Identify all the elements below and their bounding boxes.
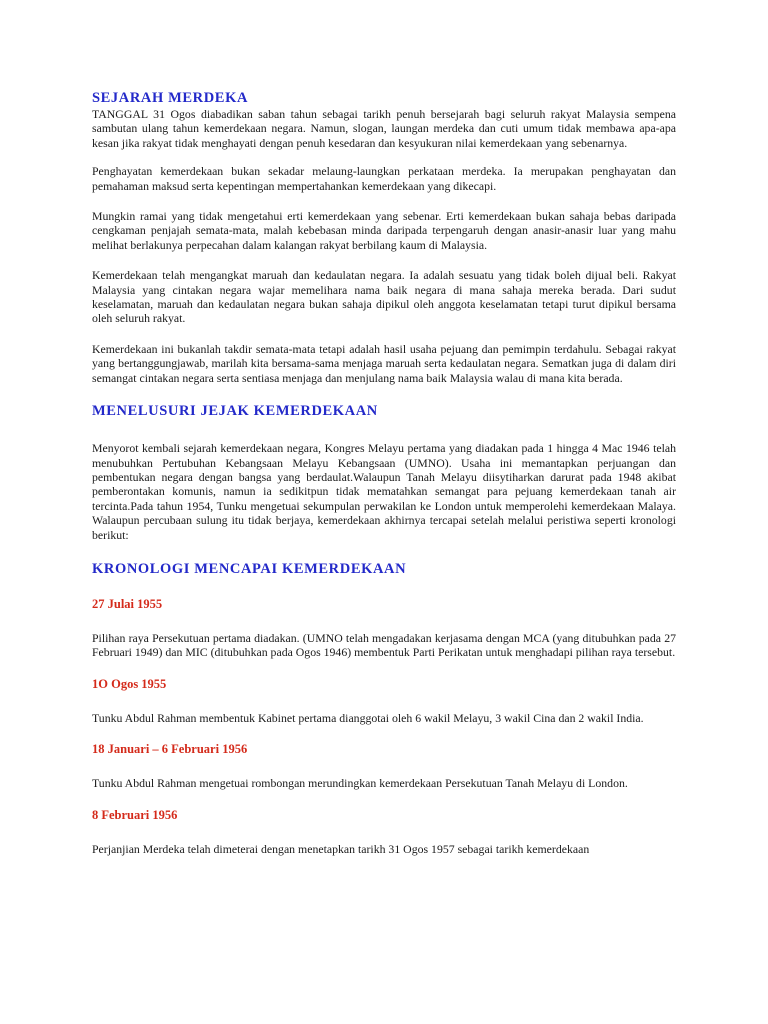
paragraph: Mungkin ramai yang tidak mengetahui erti kemerdekaan yang sebenar. Erti kemerdekaan bukan sahaja bebas daripada cengkaman penjajah semata-mata, malah kebebasan minda daripada terpengaruh dengan anasir-anasir luar yang mahu melihat berlakunya perpecahan dalam kalangan rakyat berbilang kaum di Malaysia. — [92, 209, 676, 252]
chronology-text: Pilihan raya Persekutuan pertama diadakan. (UMNO telah mengadakan kerjasama dengan MCA (yang ditubuhkan pada 27 Februari 1949) dan MIC (ditubuhkan pada Ogos 1946) membentuk Parti Perikatan untuk menghadapi pilihan raya tersebut. — [92, 630, 676, 660]
chronology-text: Tunku Abdul Rahman mengetuai rombongan merundingkan kemerdekaan Persekutuan Tanah Melayu di London. — [92, 776, 628, 791]
chronology-date: 27 Julai 1955 — [92, 596, 163, 611]
paragraph: Menyorot kembali sejarah kemerdekaan negara, Kongres Melayu pertama yang diadakan pada 1 hingga 4 Mac 1946 telah menubuhkan Pertubuhan Kebangsaan Melayu Kebangsaan (UMNO). Usaha ini memantapkan perjuangan dan pembentukan negara dengan bangsa yang berdaulat.Walaupun Tanah Melayu diisytiharkan darurat pada 1948 akibat pemberontakan komunis, namun ia sedikitpun tidak mematahkan semangat para pejuang kemerdekaan tanah air tercinta.Pada tahun 1954, Tunku mengetuai sekumpulan perwakilan ke London untuk memperolehi kemerdekaan Malaya. Walaupun percubaan sulung itu tidak berjaya, kemerdekaan akhirnya tercapai setelah melalui peristiwa seperti kronologi berikut: — [92, 441, 676, 542]
chronology-text: Perjanjian Merdeka telah dimeterai dengan menetapkan tarikh 31 Ogos 1957 sebagai tarikh kemerdekaan — [92, 841, 590, 856]
paragraph: TANGGAL 31 Ogos diabadikan saban tahun sebagai tarikh penuh bersejarah bagi seluruh rakyat Malaysia sempena sambutan ulang tahun kemerdekaan negara. Namun, slogan, laungan merdeka dan cuti umum tidak membawa apa-apa kesan jika rakyat tidak menghayati dengan penuh kesedaran dan kesyukuran nilai kemerdekaan yang sebenarnya. — [92, 107, 676, 150]
paragraph: Kemerdekaan telah mengangkat maruah dan kedaulatan negara. Ia adalah sesuatu yang tidak boleh dijual beli. Rakyat Malaysia yang cintakan negara wajar memelihara nama baik negara di mana sahaja mereka berada. Dari sudut keselamatan, maruah dan kedaulatan negara bukan sahaja dipikul oleh anggota keselamatan tetapi turut dipikul bersama oleh seluruh rakyat. — [92, 268, 676, 326]
chronology-text: Tunku Abdul Rahman membentuk Kabinet pertama dianggotai oleh 6 wakil Melayu, 3 wakil Cina dan 2 wakil India. — [92, 710, 644, 725]
section-heading-sejarah-merdeka: SEJARAH MERDEKA — [92, 90, 249, 106]
chronology-date: 18 Januari – 6 Februari 1956 — [92, 742, 248, 757]
paragraph: Penghayatan kemerdekaan bukan sekadar melaung-laungkan perkataan merdeka. Ia merupakan penghayatan dan pemahaman maksud serta kepentingan mempertahankan kemerdekaan yang dikecapi. — [92, 164, 676, 193]
section-heading-menelusuri-jejak: MENELUSURI JEJAK KEMERDEKAAN — [92, 403, 378, 420]
chronology-date: 1O Ogos 1955 — [92, 676, 167, 691]
chronology-date: 8 Februari 1956 — [92, 807, 178, 822]
paragraph: Kemerdekaan ini bukanlah takdir semata-mata tetapi adalah hasil usaha pejuang dan pemimpin terdahulu. Sebagai rakyat yang bertanggungjawab, marilah kita bersama-sama menjaga maruah serta kedaulatan negara. Sematkan juga di dalam diri semangat cintakan negara serta sentiasa menjaga dan menjulang nama baik Malaysia walau di mana kita berada. — [92, 341, 676, 385]
section-heading-kronologi: KRONOLOGI MENCAPAI KEMERDEKAAN — [92, 560, 407, 577]
